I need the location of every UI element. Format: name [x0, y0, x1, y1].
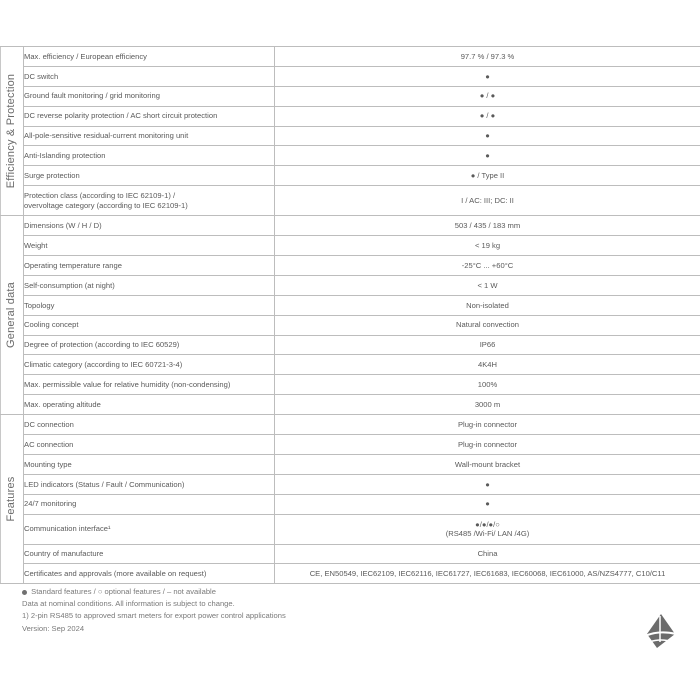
spec-value-text: ●	[485, 151, 490, 161]
spec-label-text: Max. efficiency / European efficiency	[24, 51, 147, 61]
spec-value-text-line2: (RS485 /Wi-Fi/ LAN /4G)	[445, 529, 530, 539]
spec-value-text: ●	[485, 479, 490, 489]
footnote-nominal: Data at nominal conditions. All information is subject to change.	[22, 599, 235, 609]
spec-label	[24, 335, 275, 355]
table-row	[1, 494, 700, 514]
spec-label-text: Dimensions (W / H / D)	[24, 220, 102, 230]
spec-label-text: LED indicators (Status / Fault / Communication)	[24, 479, 185, 489]
table-row	[1, 106, 700, 126]
spec-value-text: ●	[485, 131, 490, 141]
spec-value	[275, 166, 700, 186]
spec-label-text: Degree of protection (according to IEC 60529)	[24, 340, 180, 350]
spec-label-text: AC connection	[24, 439, 74, 449]
spec-table	[0, 46, 700, 584]
spec-label	[24, 454, 275, 474]
spec-label	[24, 166, 275, 186]
footnote-rs485: 1) 2-pin RS485 to approved smart meters for export power control applications	[22, 611, 286, 621]
spec-value-text: 3000 m	[474, 399, 501, 409]
spec-value	[275, 186, 700, 216]
spec-value-text: < 19 kg	[474, 240, 501, 250]
spec-value	[275, 544, 700, 564]
spec-label-text: Anti-Islanding protection	[24, 151, 106, 161]
table-row	[1, 146, 700, 166]
section-efficiency-protection	[1, 47, 24, 216]
spec-value-text: IP66	[479, 340, 496, 350]
section-title: General data	[5, 282, 18, 349]
spec-label	[24, 275, 275, 295]
spec-value	[275, 474, 700, 494]
table-row	[1, 256, 700, 276]
spec-label-text: Surge protection	[24, 171, 80, 181]
table-row	[1, 295, 700, 315]
spec-label-text: Country of manufacture	[24, 549, 104, 559]
spec-label	[24, 474, 275, 494]
spec-value-text: CE, EN50549, IEC62109, IEC62116, IEC61727, IEC61683, IEC60068, IEC61000, AS/NZS4777, C10/C11	[309, 569, 666, 579]
spec-value-text: ●	[485, 71, 490, 81]
spec-label	[24, 315, 275, 335]
spec-value	[275, 435, 700, 455]
spec-value-text: < 1 W	[477, 280, 498, 290]
spec-sheet	[0, 46, 700, 584]
section-title: Efficiency & Protection	[5, 73, 18, 189]
spec-label	[24, 564, 275, 584]
spec-label-text: Communication interface¹	[24, 524, 111, 534]
table-row	[1, 454, 700, 474]
spec-label	[24, 66, 275, 86]
spec-value	[275, 315, 700, 335]
spec-value	[275, 86, 700, 106]
spec-value-text: 100%	[477, 380, 498, 390]
table-row	[1, 544, 700, 564]
table-row	[1, 335, 700, 355]
spec-label-text: Certificates and approvals (more available on request)	[24, 569, 207, 579]
table-row	[1, 564, 700, 584]
spec-value-text: ●/●/●/○	[475, 519, 500, 529]
spec-label	[24, 355, 275, 375]
spec-value	[275, 335, 700, 355]
spec-label-text-line2: overvoltage category (according to IEC 62109-1)	[24, 200, 188, 210]
spec-value-text: ● / ●	[479, 91, 496, 101]
footnote-version: Version: Sep 2024	[22, 623, 85, 633]
spec-value-text: 4K4H	[478, 360, 497, 370]
footnotes	[22, 586, 286, 635]
spec-value-text: Plug-in connector	[457, 439, 518, 449]
spec-value	[275, 66, 700, 86]
spec-label	[24, 47, 275, 67]
spec-value-text: 97.7 % / 97.3 %	[460, 51, 515, 61]
spec-label-text: Self-consumption (at night)	[24, 280, 115, 290]
table-row	[1, 395, 700, 415]
spec-value	[275, 216, 700, 236]
spec-value-text: ● / ●	[479, 111, 496, 121]
spec-label-text: All-pole-sensitive residual-current monitoring unit	[24, 131, 189, 141]
spec-label	[24, 216, 275, 236]
table-row	[1, 47, 700, 67]
spec-label-text: Operating temperature range	[24, 260, 122, 270]
spec-label-text: Cooling concept	[24, 320, 79, 330]
spec-value	[275, 295, 700, 315]
spec-value-text: China	[477, 549, 498, 559]
table-row	[1, 435, 700, 455]
spec-value	[275, 415, 700, 435]
spec-value-text: 503 / 435 / 183 mm	[454, 220, 521, 230]
spec-label	[24, 295, 275, 315]
spec-label	[24, 106, 275, 126]
spec-value	[275, 395, 700, 415]
spec-value	[275, 47, 700, 67]
brand-logo-icon	[643, 612, 677, 652]
spec-value	[275, 564, 700, 584]
section-title: Features	[5, 476, 18, 522]
spec-value-text: Plug-in connector	[457, 419, 518, 429]
table-row	[1, 216, 700, 236]
spec-value-text: ●	[485, 499, 490, 509]
spec-label-text: Mounting type	[24, 459, 72, 469]
spec-label	[24, 544, 275, 564]
filled-dot-icon	[22, 590, 27, 595]
spec-label	[24, 435, 275, 455]
footnote-legend: Standard features / ○ optional features / – not available	[22, 586, 286, 598]
spec-label	[24, 256, 275, 276]
spec-value-text: ● / Type II	[470, 171, 505, 181]
spec-label-text: Protection class (according to IEC 62109-1) /	[24, 191, 176, 201]
spec-label	[24, 236, 275, 256]
table-row	[1, 126, 700, 146]
table-row	[1, 66, 700, 86]
spec-label-text: Topology	[24, 300, 55, 310]
section-features	[1, 415, 24, 584]
spec-label	[24, 86, 275, 106]
spec-value	[275, 375, 700, 395]
table-row	[1, 514, 700, 544]
spec-value	[275, 256, 700, 276]
spec-label	[24, 415, 275, 435]
spec-value	[275, 236, 700, 256]
spec-label	[24, 514, 275, 544]
spec-value	[275, 275, 700, 295]
spec-value	[275, 146, 700, 166]
table-row	[1, 186, 700, 216]
spec-label	[24, 375, 275, 395]
spec-label-text: DC connection	[24, 419, 74, 429]
table-row	[1, 415, 700, 435]
table-row	[1, 474, 700, 494]
spec-value-text: Natural convection	[456, 320, 519, 330]
table-row	[1, 315, 700, 335]
spec-value	[275, 514, 700, 544]
spec-value	[275, 106, 700, 126]
table-row	[1, 86, 700, 106]
spec-label-text: Weight	[24, 240, 48, 250]
spec-label-text: Max. operating altitude	[24, 399, 101, 409]
table-row	[1, 355, 700, 375]
table-row	[1, 375, 700, 395]
spec-value	[275, 355, 700, 375]
spec-label-text: Ground fault monitoring / grid monitoring	[24, 91, 160, 101]
spec-label-text: 24/7 monitoring	[24, 499, 77, 509]
spec-value-text: Wall-mount bracket	[454, 459, 521, 469]
spec-value-text: -25°C ... +60°C	[461, 260, 514, 270]
spec-label-text: Max. permissible value for relative humidity (non-condensing)	[24, 380, 231, 390]
section-general-data	[1, 216, 24, 415]
spec-label	[24, 126, 275, 146]
spec-label-text: DC switch	[24, 71, 59, 81]
spec-value	[275, 454, 700, 474]
spec-value-text: I / AC: III; DC: II	[461, 195, 514, 205]
spec-label	[24, 186, 275, 216]
spec-label-text: DC reverse polarity protection / AC short circuit protection	[24, 111, 218, 121]
spec-value	[275, 126, 700, 146]
spec-value	[275, 494, 700, 514]
spec-label	[24, 395, 275, 415]
table-row	[1, 166, 700, 186]
spec-label	[24, 494, 275, 514]
spec-value-text: Non-isolated	[466, 300, 509, 310]
spec-label	[24, 146, 275, 166]
table-row	[1, 236, 700, 256]
table-row	[1, 275, 700, 295]
spec-label-text: Climatic category (according to IEC 60721-3-4)	[24, 360, 183, 370]
